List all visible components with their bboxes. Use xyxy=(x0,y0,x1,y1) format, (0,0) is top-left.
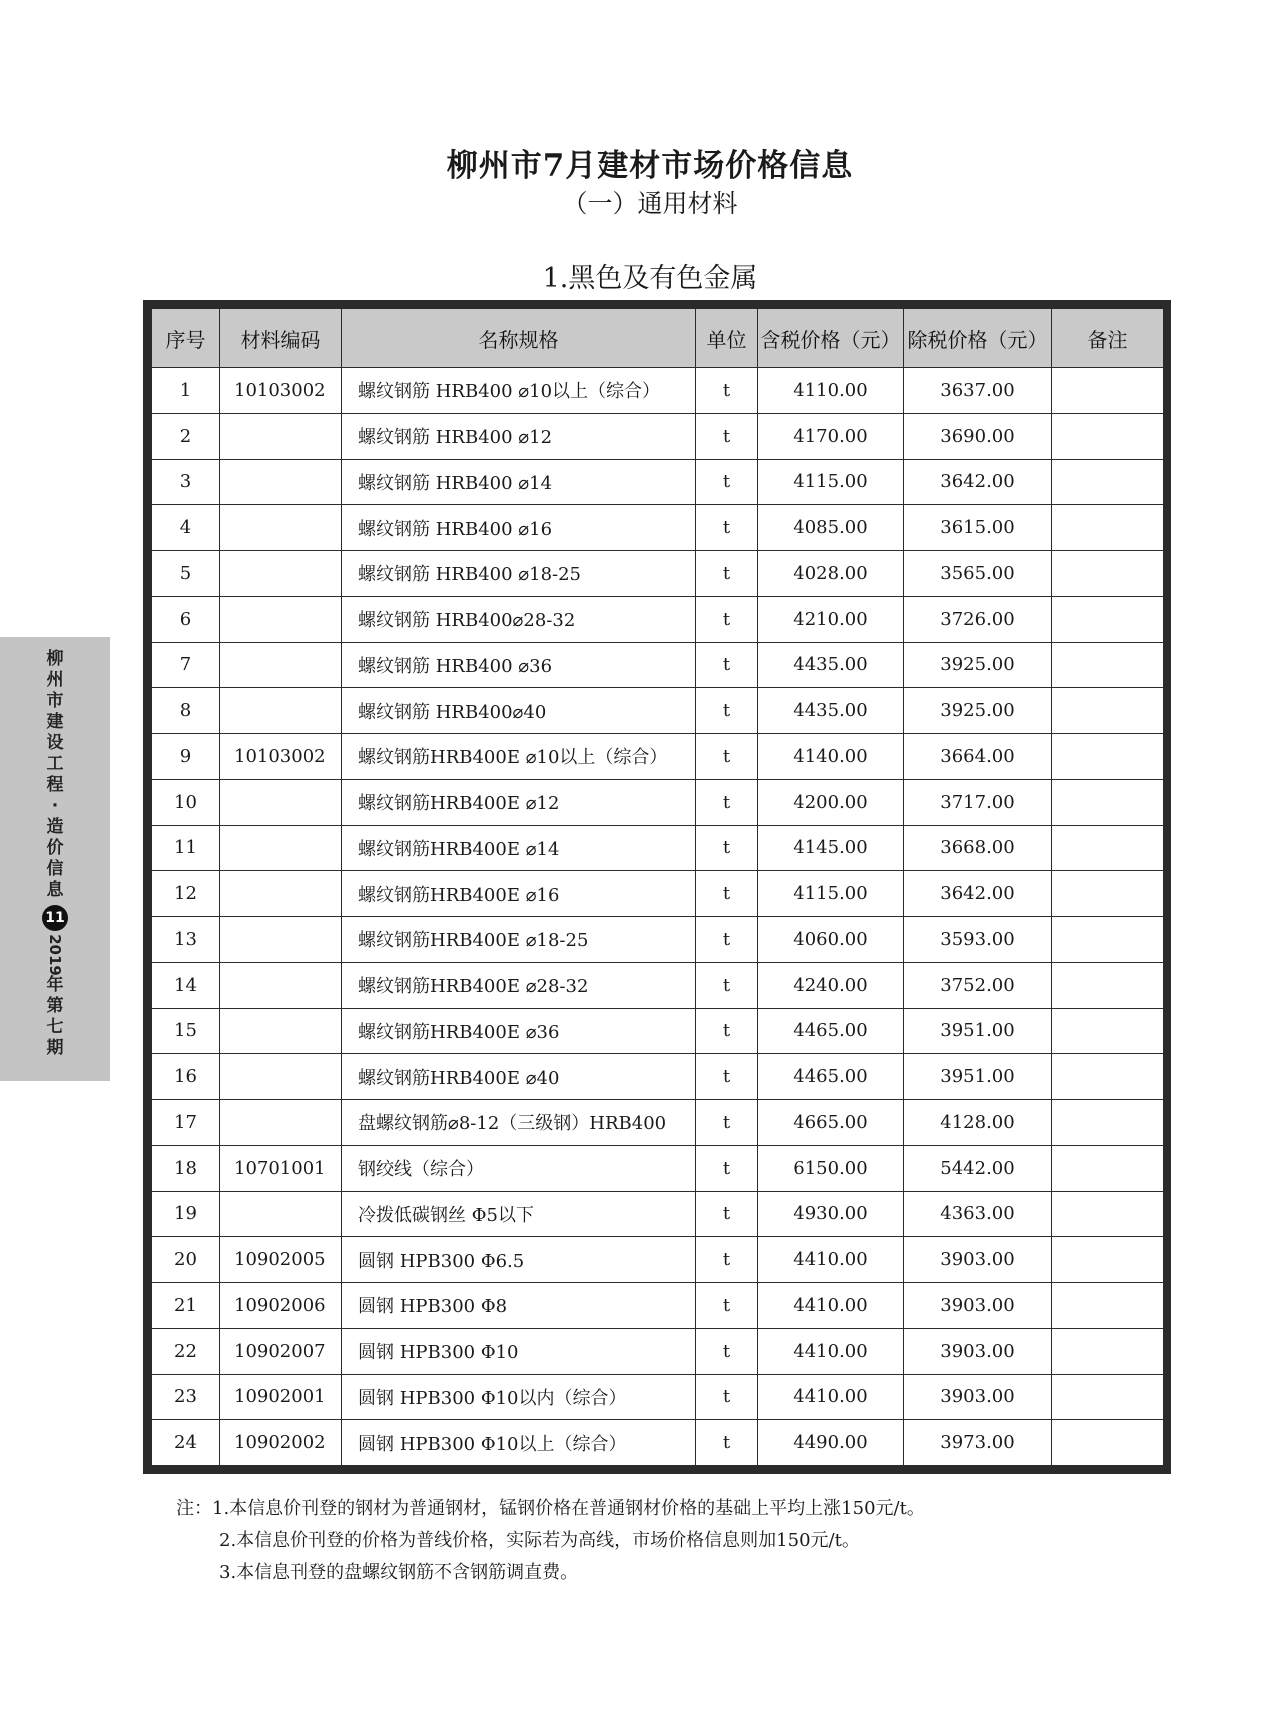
cell-unit: t xyxy=(696,1008,758,1054)
table-row xyxy=(152,642,1164,688)
cell-name: 螺纹钢筋HRB400E ⌀18-25 xyxy=(342,917,696,963)
cell-tax-price: 4490.00 xyxy=(758,1420,904,1466)
table-row xyxy=(152,1283,1164,1329)
cell-unit: t xyxy=(696,825,758,871)
cell-code xyxy=(220,413,342,459)
cell-remark xyxy=(1052,1328,1164,1374)
cell-name: 钢绞线（综合） xyxy=(342,1145,696,1191)
cell-notax-price: 3951.00 xyxy=(904,1008,1052,1054)
cell-unit: t xyxy=(696,779,758,825)
cell-notax-price: 4128.00 xyxy=(904,1100,1052,1146)
cell-tax-price: 4465.00 xyxy=(758,1008,904,1054)
cell-code xyxy=(220,1054,342,1100)
cell-tax-price: 4435.00 xyxy=(758,642,904,688)
cell-code: 10103002 xyxy=(220,368,342,414)
cell-tax-price: 4200.00 xyxy=(758,779,904,825)
cell-remark xyxy=(1052,596,1164,642)
cell-remark xyxy=(1052,688,1164,734)
cell-no: 11 xyxy=(152,825,220,871)
cell-remark xyxy=(1052,1420,1164,1466)
notes xyxy=(176,1493,925,1589)
cell-unit: t xyxy=(696,1100,758,1146)
page-number-badge: 11 xyxy=(42,905,68,931)
cell-unit: t xyxy=(696,688,758,734)
side-publication-char: · xyxy=(51,796,59,816)
cell-notax-price: 3925.00 xyxy=(904,642,1052,688)
cell-remark xyxy=(1052,1191,1164,1237)
cell-no: 21 xyxy=(152,1283,220,1329)
cell-unit: t xyxy=(696,413,758,459)
cell-name: 圆钢 HPB300 Φ10 xyxy=(342,1328,696,1374)
cell-remark xyxy=(1052,825,1164,871)
note-1: 注：1.本信息价刊登的钢材为普通钢材，锰钢价格在普通钢材价格的基础上平均上涨150元/t。 xyxy=(176,1498,925,1519)
cell-tax-price: 4170.00 xyxy=(758,413,904,459)
cell-remark xyxy=(1052,642,1164,688)
cell-no: 8 xyxy=(152,688,220,734)
side-issue-part: 七 xyxy=(46,1017,64,1037)
table-row xyxy=(152,871,1164,917)
cell-remark xyxy=(1052,459,1164,505)
table-row xyxy=(152,688,1164,734)
cell-unit: t xyxy=(696,505,758,551)
cell-name: 螺纹钢筋HRB400E ⌀40 xyxy=(342,1054,696,1100)
side-publication-char: 设 xyxy=(46,733,64,753)
header-tax-price: 含税价格（元） xyxy=(758,309,904,368)
cell-remark xyxy=(1052,1374,1164,1420)
cell-notax-price: 3615.00 xyxy=(904,505,1052,551)
cell-no: 23 xyxy=(152,1374,220,1420)
side-tab xyxy=(0,637,110,1081)
table-row xyxy=(152,596,1164,642)
cell-unit: t xyxy=(696,734,758,780)
table-row xyxy=(152,1054,1164,1100)
table-row xyxy=(152,962,1164,1008)
table-row xyxy=(152,368,1164,414)
cell-name: 螺纹钢筋 HRB400⌀40 xyxy=(342,688,696,734)
cell-no: 9 xyxy=(152,734,220,780)
page-title: 柳州市7月建材市场价格信息 xyxy=(446,148,854,184)
cell-name: 螺纹钢筋HRB400E ⌀14 xyxy=(342,825,696,871)
table-row xyxy=(152,1374,1164,1420)
cell-name: 螺纹钢筋 HRB400 ⌀14 xyxy=(342,459,696,505)
cell-name: 螺纹钢筋HRB400E ⌀10以上（综合） xyxy=(342,734,696,780)
note-3: 3.本信息刊登的盘螺纹钢筋不含钢筋调直费。 xyxy=(219,1562,579,1583)
table-row xyxy=(152,551,1164,597)
cell-notax-price: 4363.00 xyxy=(904,1191,1052,1237)
cell-notax-price: 3668.00 xyxy=(904,825,1052,871)
cell-no: 24 xyxy=(152,1420,220,1466)
cell-code: 10103002 xyxy=(220,734,342,780)
section-heading: 1.黑色及有色金属 xyxy=(542,263,758,294)
cell-remark xyxy=(1052,962,1164,1008)
cell-code: 10902007 xyxy=(220,1328,342,1374)
cell-remark xyxy=(1052,917,1164,963)
cell-name: 盘螺纹钢筋⌀8-12（三级钢）HRB400 xyxy=(342,1100,696,1146)
table-row xyxy=(152,917,1164,963)
table-row xyxy=(152,734,1164,780)
cell-unit: t xyxy=(696,1237,758,1283)
cell-notax-price: 3717.00 xyxy=(904,779,1052,825)
cell-remark xyxy=(1052,1145,1164,1191)
cell-notax-price: 3642.00 xyxy=(904,459,1052,505)
cell-code xyxy=(220,551,342,597)
table-row xyxy=(152,1145,1164,1191)
cell-remark xyxy=(1052,1008,1164,1054)
cell-name: 圆钢 HPB300 Φ8 xyxy=(342,1283,696,1329)
cell-notax-price: 3690.00 xyxy=(904,413,1052,459)
cell-code: 10701001 xyxy=(220,1145,342,1191)
cell-code xyxy=(220,779,342,825)
cell-tax-price: 4410.00 xyxy=(758,1328,904,1374)
side-publication-char: 价 xyxy=(46,838,64,858)
cell-no: 10 xyxy=(152,779,220,825)
cell-no: 15 xyxy=(152,1008,220,1054)
cell-code xyxy=(220,642,342,688)
side-issue-part: 2019 xyxy=(46,934,64,976)
cell-code xyxy=(220,1100,342,1146)
table-row xyxy=(152,1237,1164,1283)
cell-notax-price: 3903.00 xyxy=(904,1374,1052,1420)
cell-no: 17 xyxy=(152,1100,220,1146)
cell-unit: t xyxy=(696,551,758,597)
cell-notax-price: 3593.00 xyxy=(904,917,1052,963)
cell-tax-price: 4410.00 xyxy=(758,1374,904,1420)
cell-code: 10902006 xyxy=(220,1283,342,1329)
cell-name: 螺纹钢筋 HRB400⌀28-32 xyxy=(342,596,696,642)
cell-unit: t xyxy=(696,368,758,414)
cell-tax-price: 4085.00 xyxy=(758,505,904,551)
cell-no: 16 xyxy=(152,1054,220,1100)
cell-code xyxy=(220,459,342,505)
cell-remark xyxy=(1052,1237,1164,1283)
side-publication-char: 信 xyxy=(46,859,64,879)
cell-tax-price: 4240.00 xyxy=(758,962,904,1008)
cell-remark xyxy=(1052,1283,1164,1329)
table-header-row xyxy=(152,309,1164,368)
cell-no: 19 xyxy=(152,1191,220,1237)
cell-remark xyxy=(1052,368,1164,414)
cell-unit: t xyxy=(696,642,758,688)
side-publication-char: 州 xyxy=(46,670,64,690)
cell-notax-price: 3664.00 xyxy=(904,734,1052,780)
cell-tax-price: 4410.00 xyxy=(758,1237,904,1283)
side-publication-char: 市 xyxy=(46,691,64,711)
cell-notax-price: 3951.00 xyxy=(904,1054,1052,1100)
cell-no: 12 xyxy=(152,871,220,917)
cell-no: 18 xyxy=(152,1145,220,1191)
cell-tax-price: 4060.00 xyxy=(758,917,904,963)
cell-unit: t xyxy=(696,1374,758,1420)
cell-tax-price: 4210.00 xyxy=(758,596,904,642)
cell-code xyxy=(220,688,342,734)
cell-name: 圆钢 HPB300 Φ10以上（综合） xyxy=(342,1420,696,1466)
cell-notax-price: 3726.00 xyxy=(904,596,1052,642)
table-row xyxy=(152,779,1164,825)
cell-unit: t xyxy=(696,1328,758,1374)
header-remark: 备注 xyxy=(1052,309,1164,368)
cell-code: 10902005 xyxy=(220,1237,342,1283)
cell-code xyxy=(220,1008,342,1054)
header-unit: 单位 xyxy=(696,309,758,368)
cell-no: 20 xyxy=(152,1237,220,1283)
cell-remark xyxy=(1052,1054,1164,1100)
cell-name: 螺纹钢筋 HRB400 ⌀18-25 xyxy=(342,551,696,597)
cell-name: 螺纹钢筋 HRB400 ⌀36 xyxy=(342,642,696,688)
cell-no: 14 xyxy=(152,962,220,1008)
cell-no: 6 xyxy=(152,596,220,642)
cell-tax-price: 4028.00 xyxy=(758,551,904,597)
table-row xyxy=(152,1008,1164,1054)
cell-tax-price: 4410.00 xyxy=(758,1283,904,1329)
side-issue-part: 第 xyxy=(46,996,64,1016)
cell-unit: t xyxy=(696,1191,758,1237)
price-table-frame xyxy=(143,300,1171,1474)
cell-code xyxy=(220,962,342,1008)
cell-no: 2 xyxy=(152,413,220,459)
cell-code xyxy=(220,1191,342,1237)
cell-no: 1 xyxy=(152,368,220,414)
table-row xyxy=(152,459,1164,505)
cell-code xyxy=(220,917,342,963)
cell-name: 螺纹钢筋HRB400E ⌀28-32 xyxy=(342,962,696,1008)
cell-no: 4 xyxy=(152,505,220,551)
cell-tax-price: 4115.00 xyxy=(758,459,904,505)
cell-notax-price: 3925.00 xyxy=(904,688,1052,734)
cell-remark xyxy=(1052,413,1164,459)
cell-tax-price: 4930.00 xyxy=(758,1191,904,1237)
cell-unit: t xyxy=(696,917,758,963)
cell-code: 10902002 xyxy=(220,1420,342,1466)
cell-name: 冷拨低碳钢丝 Φ5以下 xyxy=(342,1191,696,1237)
side-publication-char: 工 xyxy=(46,754,64,774)
cell-notax-price: 3903.00 xyxy=(904,1283,1052,1329)
cell-notax-price: 3903.00 xyxy=(904,1328,1052,1374)
side-issue-part: 期 xyxy=(46,1038,64,1058)
cell-code xyxy=(220,505,342,551)
cell-no: 13 xyxy=(152,917,220,963)
cell-notax-price: 5442.00 xyxy=(904,1145,1052,1191)
cell-notax-price: 3642.00 xyxy=(904,871,1052,917)
header-code: 材料编码 xyxy=(220,309,342,368)
table-row xyxy=(152,1328,1164,1374)
side-publication-char: 息 xyxy=(46,880,64,900)
cell-notax-price: 3637.00 xyxy=(904,368,1052,414)
header-notax-price: 除税价格（元） xyxy=(904,309,1052,368)
cell-no: 3 xyxy=(152,459,220,505)
price-table xyxy=(151,308,1164,1466)
cell-tax-price: 4140.00 xyxy=(758,734,904,780)
cell-tax-price: 4110.00 xyxy=(758,368,904,414)
cell-notax-price: 3903.00 xyxy=(904,1237,1052,1283)
side-publication-char: 造 xyxy=(46,817,64,837)
cell-name: 螺纹钢筋HRB400E ⌀12 xyxy=(342,779,696,825)
table-row xyxy=(152,1100,1164,1146)
cell-remark xyxy=(1052,871,1164,917)
cell-no: 7 xyxy=(152,642,220,688)
cell-notax-price: 3752.00 xyxy=(904,962,1052,1008)
side-issue-part: 年 xyxy=(46,975,64,995)
cell-unit: t xyxy=(696,1145,758,1191)
cell-name: 螺纹钢筋 HRB400 ⌀10以上（综合） xyxy=(342,368,696,414)
cell-code xyxy=(220,825,342,871)
table-row xyxy=(152,1420,1164,1466)
cell-name: 螺纹钢筋HRB400E ⌀36 xyxy=(342,1008,696,1054)
cell-notax-price: 3565.00 xyxy=(904,551,1052,597)
header-no: 序号 xyxy=(152,309,220,368)
cell-name: 螺纹钢筋 HRB400 ⌀16 xyxy=(342,505,696,551)
cell-tax-price: 4465.00 xyxy=(758,1054,904,1100)
cell-remark xyxy=(1052,551,1164,597)
cell-remark xyxy=(1052,1100,1164,1146)
cell-unit: t xyxy=(696,1054,758,1100)
cell-unit: t xyxy=(696,962,758,1008)
table-row xyxy=(152,1191,1164,1237)
cell-tax-price: 4115.00 xyxy=(758,871,904,917)
cell-tax-price: 4665.00 xyxy=(758,1100,904,1146)
table-row xyxy=(152,505,1164,551)
cell-remark xyxy=(1052,779,1164,825)
cell-remark xyxy=(1052,734,1164,780)
cell-unit: t xyxy=(696,1420,758,1466)
table-row xyxy=(152,825,1164,871)
note-2: 2.本信息价刊登的价格为普线价格，实际若为高线，市场价格信息则加150元/t。 xyxy=(219,1530,860,1551)
cell-unit: t xyxy=(696,1283,758,1329)
side-tab-text xyxy=(0,649,110,1059)
cell-notax-price: 3973.00 xyxy=(904,1420,1052,1466)
cell-name: 螺纹钢筋HRB400E ⌀16 xyxy=(342,871,696,917)
cell-name: 圆钢 HPB300 Φ10以内（综合） xyxy=(342,1374,696,1420)
header-name: 名称规格 xyxy=(342,309,696,368)
cell-unit: t xyxy=(696,871,758,917)
page-subtitle: （一）通用材料 xyxy=(562,189,738,218)
cell-code: 10902001 xyxy=(220,1374,342,1420)
side-publication-char: 程 xyxy=(46,775,64,795)
cell-name: 圆钢 HPB300 Φ6.5 xyxy=(342,1237,696,1283)
cell-tax-price: 4145.00 xyxy=(758,825,904,871)
side-publication-char: 建 xyxy=(46,712,64,732)
cell-tax-price: 6150.00 xyxy=(758,1145,904,1191)
cell-remark xyxy=(1052,505,1164,551)
cell-no: 5 xyxy=(152,551,220,597)
cell-tax-price: 4435.00 xyxy=(758,688,904,734)
table-row xyxy=(152,413,1164,459)
cell-code xyxy=(220,871,342,917)
cell-unit: t xyxy=(696,596,758,642)
cell-name: 螺纹钢筋 HRB400 ⌀12 xyxy=(342,413,696,459)
cell-unit: t xyxy=(696,459,758,505)
side-publication-char: 柳 xyxy=(46,649,64,669)
cell-code xyxy=(220,596,342,642)
cell-no: 22 xyxy=(152,1328,220,1374)
